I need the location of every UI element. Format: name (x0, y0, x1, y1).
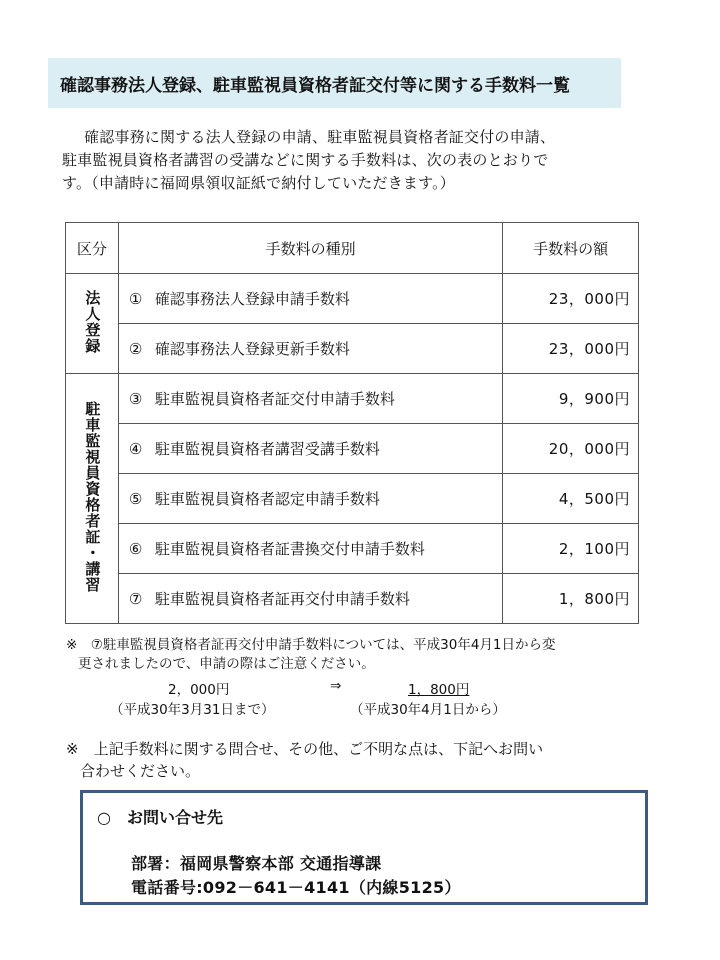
category-cell (66, 274, 119, 374)
fee-amount: 23，000円 (503, 324, 639, 374)
page-title-text: 確認事務法人登録、駐車監視員資格者証交付等に関する手数料一覧 (60, 75, 570, 96)
table-row (66, 374, 639, 424)
intro-line-3: す。（申請時に福岡県領収証紙で納付していただきます。） (62, 174, 456, 192)
fee-change-note-line-1: ※ ⑦駐車監視員資格者証再交付申請手数料については、平成30年4月1日から変 (66, 637, 556, 653)
new-period: （平成30年4月1日から） (350, 702, 506, 718)
fee-table (65, 222, 639, 624)
table-row (66, 324, 639, 374)
item-number: ⑥ (128, 540, 143, 558)
fee-amount: 9，900円 (503, 374, 639, 424)
category-cell (66, 374, 119, 624)
old-amount: 2，000円 (168, 682, 230, 698)
item-number: ⑦ (128, 590, 143, 608)
intro-paragraph (62, 126, 652, 195)
contact-heading: ○ お問い合せ先 (97, 808, 223, 827)
item-number: ④ (128, 440, 143, 458)
fee-name-cell (118, 374, 503, 424)
arrow-icon: ⇒ (330, 678, 342, 694)
fee-amount: 1，800円 (503, 574, 639, 624)
item-number: ③ (128, 390, 143, 408)
fee-amount: 23，000円 (503, 274, 639, 324)
fee-name-cell (118, 574, 503, 624)
header-amount: 手数料の額 (503, 223, 639, 274)
fee-name-cell (118, 474, 503, 524)
fee-name: 駐車監視員資格者認定申請手数料 (154, 490, 380, 508)
fee-name-cell (118, 274, 503, 324)
table-header-row (66, 223, 639, 274)
old-period: （平成30年3月31日まで） (110, 702, 275, 718)
fee-amount: 4，500円 (503, 474, 639, 524)
fee-name: 駐車監視員資格者証再交付申請手数料 (154, 590, 410, 608)
table-row (66, 424, 639, 474)
item-number: ① (128, 290, 143, 308)
fee-change-note-line-2: 更されましたので、申請の際はご注意ください。 (78, 656, 375, 672)
page-title (48, 58, 621, 108)
inquiry-note-line-1: ※ 上記手数料に関する問合せ、その他、ご不明な点は、下記へお問い (66, 740, 544, 758)
fee-amount: 2，100円 (503, 524, 639, 574)
contact-department: 部署：福岡県警察本部 交通指導課 (131, 854, 382, 873)
fee-name: 駐車監視員資格者証交付申請手数料 (154, 390, 395, 408)
fee-name-cell (118, 324, 503, 374)
item-number: ② (128, 340, 143, 358)
item-number: ⑤ (128, 490, 143, 508)
contact-box (80, 790, 648, 905)
fee-name-cell (118, 424, 503, 474)
category-label: 駐車監視員資格者証・講習 (83, 400, 102, 593)
table-row (66, 474, 639, 524)
header-category: 区分 (66, 223, 119, 274)
inquiry-note-line-2: 合わせください。 (80, 762, 201, 780)
inquiry-note (66, 738, 656, 782)
table-row (66, 524, 639, 574)
fee-name: 駐車監視員資格者講習受講手数料 (154, 440, 380, 458)
category-label: 法人登録 (83, 289, 102, 354)
fee-name-cell (118, 524, 503, 574)
intro-line-2: 駐車監視員資格者講習の受講などに関する手数料は、次の表のとおりで (62, 151, 549, 169)
fee-name: 確認事務法人登録申請手数料 (154, 290, 350, 308)
contact-phone: 電話番号:092－641－4141（内線5125） (131, 878, 461, 897)
header-type: 手数料の種別 (118, 223, 503, 274)
table-row (66, 274, 639, 324)
intro-line-1: 確認事務に関する法人登録の申請、駐車監視員資格者証交付の申請、 (84, 128, 556, 146)
fee-amount: 20，000円 (503, 424, 639, 474)
fee-name: 駐車監視員資格者証書換交付申請手数料 (154, 540, 425, 558)
fee-change-note (66, 636, 656, 674)
table-row (66, 574, 639, 624)
fee-name: 確認事務法人登録更新手数料 (154, 340, 350, 358)
new-amount: 1，800円 (408, 682, 470, 698)
